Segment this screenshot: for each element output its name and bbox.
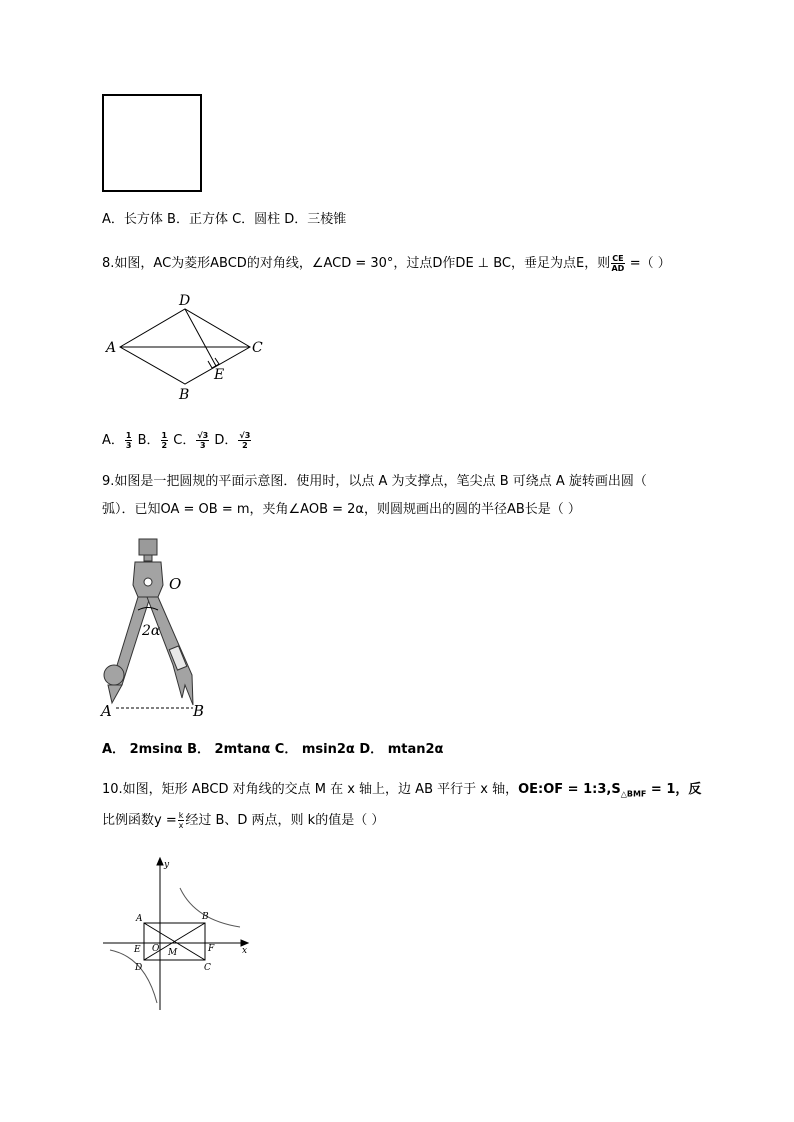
label-b: B (193, 702, 205, 720)
q9-line1: 9.如图是一把圆规的平面示意图．使用时，以点 A 为支撑点，笔尖点 B 可绕点 A 旋转画出圆（ (102, 474, 647, 489)
compass-figure (95, 535, 220, 725)
q10-line2 (102, 811, 384, 830)
q8-opt-d: D． (210, 433, 238, 448)
q10-subscript: △BMF (620, 789, 647, 799)
q9-line2: 弧）．已知OA = OB = m，夹角∠AOB = 2α，则圆规画出的圆的半径AB长是（ ） (102, 502, 581, 517)
label-e: E (134, 945, 141, 955)
q8-stem (102, 254, 671, 273)
q8-opt-d-den: 2 (242, 441, 248, 450)
q8-fraction (611, 254, 624, 273)
q8-opt-b-den: 2 (161, 441, 168, 450)
q10-line2-text: 比例函数y = (102, 813, 177, 828)
label-m: M (168, 948, 178, 958)
q8-opt-a-den: 3 (125, 441, 132, 450)
q8-opt-c-frac (196, 431, 209, 450)
q8-opt-d-frac (238, 431, 251, 450)
label-c: C (252, 340, 263, 356)
q10-fraction (178, 811, 185, 830)
q8-opt-c-den: 3 (200, 441, 206, 450)
pivot-hole (144, 578, 152, 586)
label-x: x (242, 946, 248, 956)
q8-stem-end: =（ ） (625, 256, 671, 271)
hyperbola-branch-3 (110, 950, 157, 1003)
q8-opt-d-num: √3 (239, 431, 251, 440)
y-axis-arrow (157, 858, 163, 865)
q10-ratio: OE:OF = 1:3,S (518, 782, 621, 797)
coordinate-figure (100, 855, 260, 1015)
label-y: y (164, 860, 170, 870)
q8-frac-num: CE (612, 254, 624, 263)
q8-options (102, 431, 252, 450)
label-o: O (169, 575, 182, 593)
q8-opt-b-num: 1 (161, 431, 168, 440)
q10-frac-den: x (178, 821, 184, 830)
label-c: C (204, 963, 211, 973)
label-2alpha: 2α (142, 623, 161, 639)
compass-needle (108, 685, 122, 703)
q8-frac-den: AD (611, 264, 625, 273)
hyperbola-branch-1 (180, 888, 240, 927)
q9-options: A． 2msinα B． 2mtanα C． msin2α D． mtan2α (102, 742, 444, 757)
label-a: A (106, 340, 117, 356)
q7-options: A．长方体 B．正方体 C．圆柱 D．三棱锥 (102, 212, 347, 227)
q8-opt-c-num: √3 (197, 431, 209, 440)
q8-opt-b: B． (133, 433, 160, 448)
q10-line1-text: 10.如图，矩形 ABCD 对角线的交点 M 在 x 轴上，边 AB 平行于 x 轴， (102, 782, 519, 797)
compass-joint-circle (104, 665, 124, 685)
label-d: D (179, 293, 191, 309)
square-figure (102, 94, 202, 192)
q10-frac-num: k (178, 811, 184, 820)
label-e: E (214, 367, 225, 383)
label-b: B (179, 387, 190, 403)
label-a: A (136, 914, 143, 924)
q8-stem-text: 8.如图，AC为菱形ABCD的对角线，∠ACD = 30°，过点D作DE ⊥ BC，垂足为点E，则 (102, 256, 611, 271)
compass-handle (139, 539, 157, 555)
compass-neck (144, 555, 152, 561)
label-f: F (208, 944, 215, 954)
q10-line1-end: = 1，反 (646, 782, 702, 797)
q8-opt-c: C． (169, 433, 196, 448)
label-a: A (101, 702, 112, 720)
label-d: D (135, 963, 143, 973)
label-o: O (152, 944, 160, 954)
q8-opt-a-frac (125, 431, 133, 450)
label-b: B (202, 912, 209, 922)
rhombus-figure (100, 290, 280, 405)
q8-opt-a-num: 1 (125, 431, 132, 440)
q10-line1 (102, 781, 701, 804)
q8-opt-a: A． (102, 433, 124, 448)
q8-opt-b-frac (161, 431, 169, 450)
q10-line2-end: 经过 B、D 两点，则 k的值是（ ） (185, 813, 385, 828)
